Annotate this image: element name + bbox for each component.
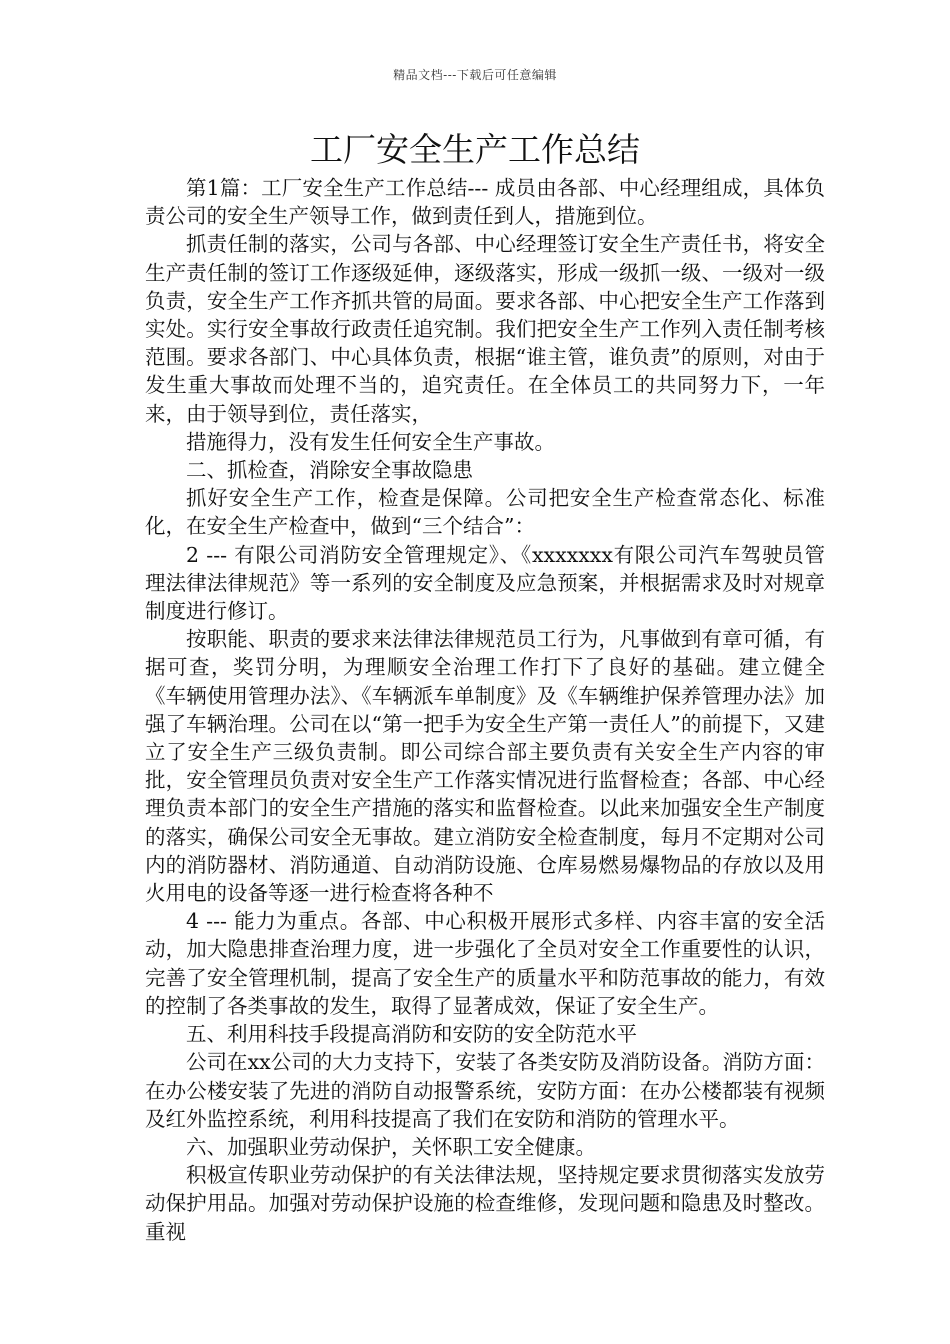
header-note: 精品文档---下载后可任意编辑 (393, 68, 557, 82)
paragraph: 按职能、职责的要求来法律法律规范员工行为，凡事做到有章可循，有据可查，奖罚分明，为理顺安全治理工作打下了良好的基础。建立健全 《车辆使用管理办法》、《车辆派车单制度》及《车辆维护保养管理办法》加强了车辆治理。公司在以“第一把手为安全生产第一责任人”的前提下，又建立了安全生产三级负责制。即公司综合部主要负责有关安全生产内容的审批，安全管理员负责对安全生产工作落实情况进行监督检查；各部、中心经理负责本部门的安全生产措施的落实和监督检查。以此来加强安全生产制度的落实，确保公司安全无事故。建立消防安全检查制度，每月不定期对公司内的消防器材、消防通道、自动消防设施、仓库易燃易爆物品的存放以及用火用电的设备等逐一进行检查将各种不 (145, 627, 825, 906)
paragraph: 抓责任制的落实，公司与各部、中心经理签订安全生产责任书，将安全生产责任制的签订工作逐级延伸，逐级落实，形成一级抓一级、一级对一级负责，安全生产工作齐抓共管的局面。要求各部、中心把安全生产工作落到实处。实行安全事故行政责任追究制。我们把安全生产工作列入责任制考核范围。要求各部门、中心具体负责，根据“谁主管，谁负责”的原则，对由于发生重大事故而处理不当的，追究责任。在全体员工的共同努力下，一年来，由于领导到位，责任落实， (145, 232, 825, 426)
document-title: 工厂安全生产工作总结 (310, 130, 640, 169)
paragraph: 措施得力，没有发生任何安全生产事故。 (186, 429, 555, 454)
paragraph: 第1篇：工厂安全生产工作总结--- 成员由各部、中心经理组成，具体负责公司的安全生产领导工作，做到责任到人，措施到位。 (145, 176, 825, 229)
paragraph: 抓好安全生产工作，检查是保障。公司把安全生产检查常态化、标准化，在安全生产检查中，做到“三个结合”： (145, 486, 825, 539)
section-heading: 五、利用科技手段提高消防和安防的安全防范水平 (186, 1022, 637, 1047)
paragraph: 公司在xx公司的大力支持下，安装了各类安防及消防设备。消防方面：在办公楼安装了先进的消防自动报警系统，安防方面：在办公楼都装有视频及红外监控系统，利用科技提高了我们在安防和消防的管理水平。 (145, 1050, 825, 1131)
paragraph: 2 --- 有限公司消防安全管理规定》、《xxxxxxx有限公司汽车驾驶员管理法律法律规范》等一系列的安全制度及应急预案，并根据需求及时对规章制度进行修订。 (145, 542, 825, 624)
paragraph: 积极宣传职业劳动保护的有关法律法规，坚持规定要求贯彻落实发放劳动保护用品。加强对劳动保护设施的检查维修，发现问题和隐患及时整改。重视 (145, 1163, 825, 1244)
paragraph: 4 --- 能力为重点。各部、中心积极开展形式多样、内容丰富的安全活动，加大隐患排查治理力度，进一步强化了全员对安全工作重要性的认识，完善了安全管理机制，提高了安全生产的质量水平和防范事故的能力，有效的控制了各类事故的发生，取得了显著成效，保证了安全生产。 (145, 909, 825, 1018)
section-heading: 二、抓检查，消除安全事故隐患 (186, 458, 473, 483)
section-heading: 六、加强职业劳动保护，关怀职工安全健康。 (186, 1134, 596, 1159)
document-body (145, 174, 825, 1246)
